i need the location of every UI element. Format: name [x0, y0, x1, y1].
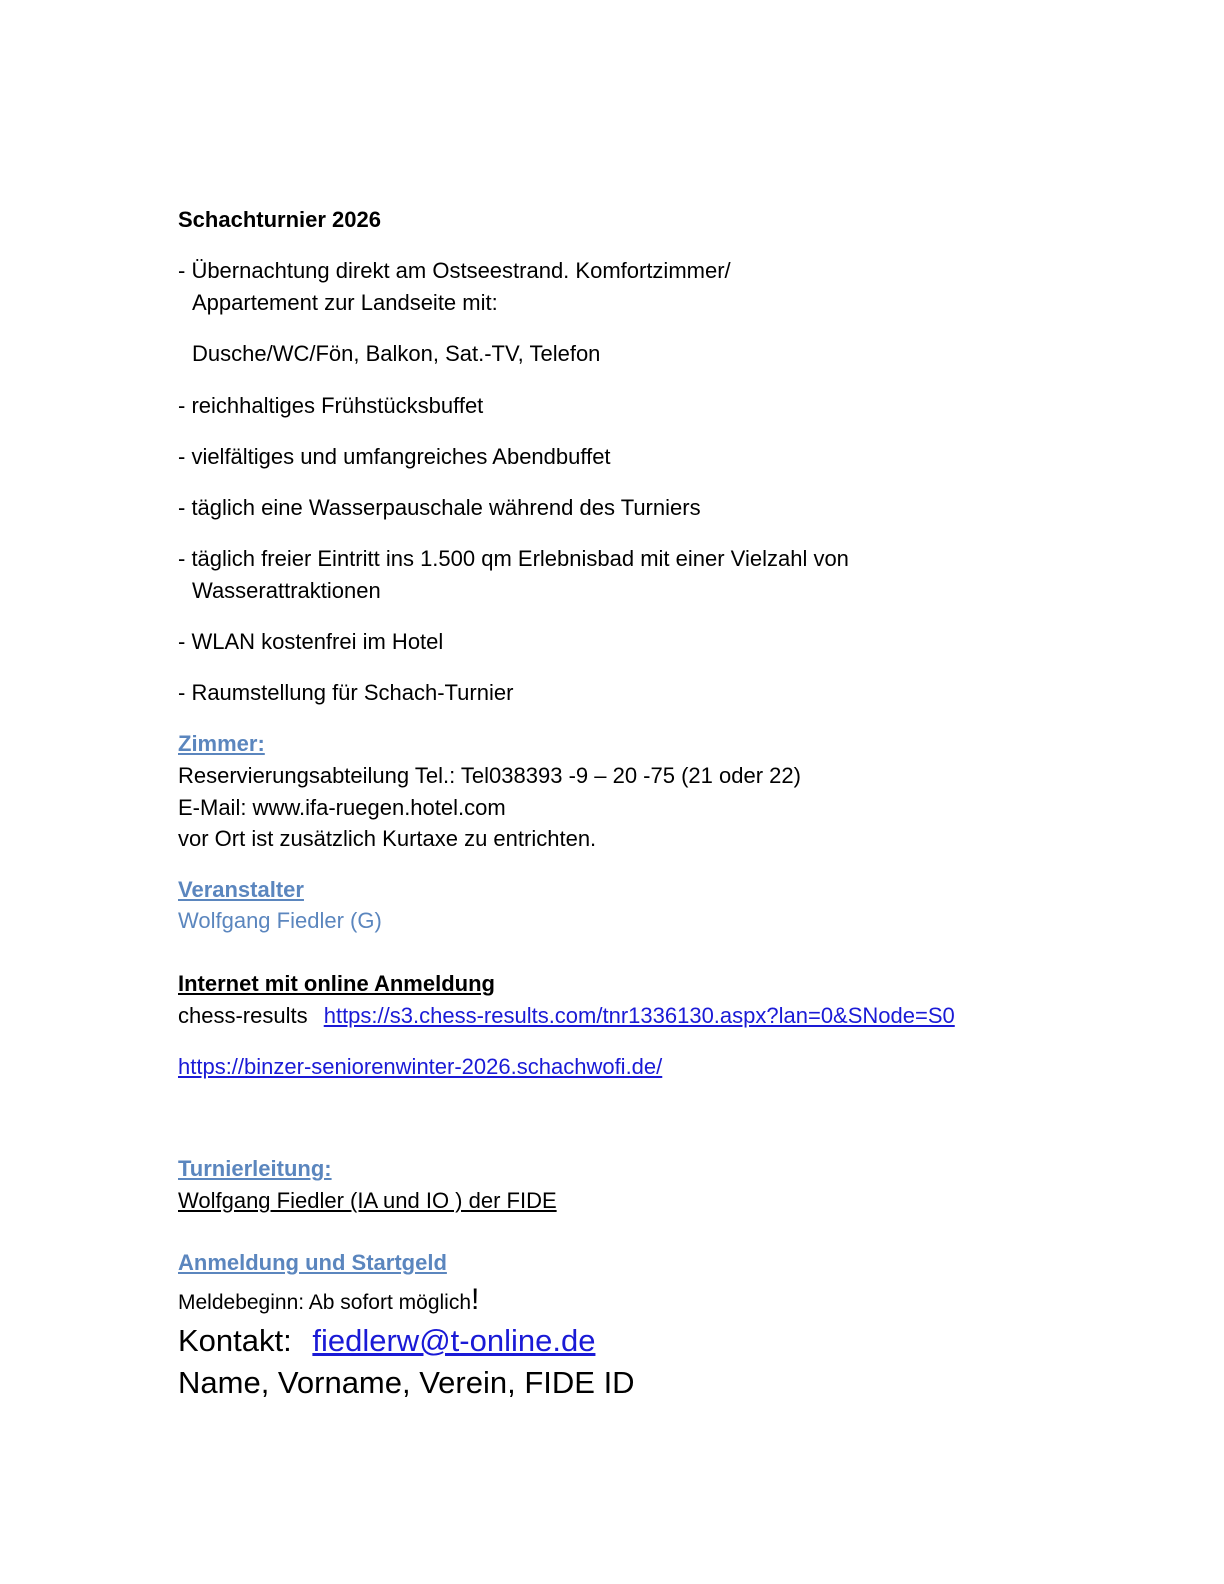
- amenity-item: - Übernachtung direkt am Ostseestrand. Komfortzimmer/: [178, 258, 731, 283]
- amenity-item: - reichhaltiges Frühstücksbuffet: [178, 393, 484, 418]
- amenity-item-continuation: Dusche/WC/Fön, Balkon, Sat.-TV, Telefon: [192, 341, 601, 366]
- amenity-item: - vielfältiges und umfangreiches Abendbuffet: [178, 444, 611, 469]
- amenity-item: - WLAN kostenfrei im Hotel: [178, 629, 444, 654]
- registration-heading: Anmeldung und Startgeld: [178, 1250, 447, 1275]
- registration-start: [178, 1285, 479, 1315]
- amenity-item: - Raumstellung für Schach-Turnier: [178, 680, 514, 705]
- contact-label: Kontakt:: [178, 1323, 292, 1358]
- amenity-item: - täglich eine Wasserpauschale während des Turniers: [178, 495, 701, 520]
- organizer-name: Wolfgang Fiedler (G): [178, 908, 382, 933]
- rooms-heading: Zimmer:: [178, 731, 265, 756]
- organizer-heading: Veranstalter: [178, 877, 304, 902]
- required-fields: Name, Vorname, Verein, FIDE ID: [178, 1365, 635, 1400]
- amenity-item-continuation: Appartement zur Landseite mit:: [192, 290, 498, 315]
- registration-start-bang: !: [471, 1283, 480, 1316]
- amenity-item: - täglich freier Eintritt ins 1.500 qm Erlebnisbad mit einer Vielzahl von: [178, 546, 849, 571]
- director-name: Wolfgang Fiedler (IA und IO ) der FIDE: [178, 1188, 557, 1213]
- rooms-email: E-Mail: www.ifa-ruegen.hotel.com: [178, 795, 506, 820]
- chess-results-label: chess-results: [178, 1003, 308, 1028]
- chess-results-link[interactable]: https://s3.chess-results.com/tnr1336130.aspx?lan=0&SNode=S0: [323, 1003, 955, 1028]
- tournament-website-line: [178, 1056, 662, 1078]
- tournament-website-link[interactable]: https://binzer-seniorenwinter-2026.schachwofi.de/: [178, 1054, 663, 1079]
- contact-line: [178, 1325, 595, 1356]
- document-title: Schachturnier 2026: [178, 207, 381, 232]
- chess-results-line: [178, 1005, 955, 1027]
- rooms-phone: Reservierungsabteilung Tel.: Tel038393 -9 – 20 -75 (21 oder 22): [178, 763, 801, 788]
- registration-start-text: Meldebeginn: Ab sofort möglich: [178, 1291, 472, 1314]
- amenity-item-continuation: Wasserattraktionen: [192, 578, 381, 603]
- rooms-tax-note: vor Ort ist zusätzlich Kurtaxe zu entrichten.: [178, 826, 597, 851]
- direction-heading: Turnierleitung:: [178, 1156, 332, 1181]
- contact-email-link[interactable]: fiedlerw@t-online.de: [312, 1323, 596, 1358]
- internet-heading: Internet mit online Anmeldung: [178, 971, 495, 996]
